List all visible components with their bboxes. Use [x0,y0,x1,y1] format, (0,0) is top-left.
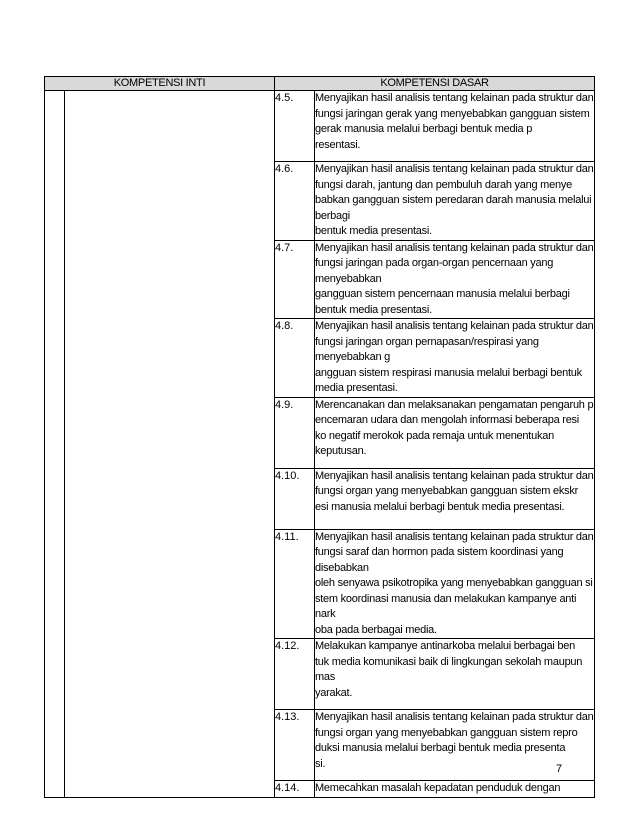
kd-description: Menyajikan hasil analisis tentang kelainan pada struktur dan fungsi jaringan organ pernapasan/respirasi yang menyebabkan g angguan sistem respirasi manusia melalui berbagi bentuk media presentasi. [315,319,595,398]
kd-number: 4.12. [275,639,315,710]
kd-description: Menyajikan hasil analisis tentang kelainan pada struktur dan fungsi saraf dan hormon pada sistem koordinasi yang disebabkan oleh senyawa psikotropika yang menyebabkan gangguan si stem koordinasi manusia dan melakukan kampanye anti nark oba pada berbagai media. [315,529,595,639]
kd-number: 4.11. [275,529,315,639]
page-number: 7 [556,763,563,775]
header-kompetensi-inti [45,77,275,91]
kd-number: 4.5. [275,91,315,162]
kompetensi-inti-text-cell [65,91,275,798]
kd-number: 4.13. [275,710,315,781]
kd-number: 4.14. [275,781,315,798]
kompetensi-inti-number-cell [45,91,65,798]
header-kompetensi-dasar [275,77,595,91]
header-kompetensi-dasar-label: KOMPETENSI DASAR [380,77,489,89]
table-body [45,91,595,798]
kd-description: Menyajikan hasil analisis tentang kelainan pada struktur dan fungsi jaringan pada organ-organ pencernaan yang menyebabkan gangguan sistem pencernaan manusia melalui berbagi bentuk media presentasi. [315,240,595,319]
kd-number: 4.6. [275,162,315,241]
kd-description: Menyajikan hasil analisis tentang kelainan pada struktur dan fungsi jaringan gerak yang menyebabkan gangguan sistem gerak manusia melalui berbagi bentuk media p resentasi. [315,91,595,162]
header-kompetensi-inti-label: KOMPETENSI INTI [113,77,206,89]
kd-description: Memecahkan masalah kepadatan penduduk dengan [315,781,595,798]
kd-number: 4.8. [275,319,315,398]
table-row [45,91,595,162]
kd-number: 4.10. [275,468,315,529]
kd-description: Merencanakan dan melaksanakan pengamatan pengaruh p encemaran udara dan mengolah informasi beberapa resi ko negatif merokok pada remaja untuk menentukan keputusan. [315,397,595,468]
kd-description: Menyajikan hasil analisis tentang kelainan pada struktur dan fungsi organ yang menyebabkan gangguan sistem ekskr esi manusia melalui berbagi bentuk media presentasi. [315,468,595,529]
kd-description: Menyajikan hasil analisis tentang kelainan pada struktur dan fungsi darah, jantung dan pembuluh darah yang menye babkan gangguan sistem peredaran darah manusia melalui berbagi bentuk media presentasi. [315,162,595,241]
kd-description: Menyajikan hasil analisis tentang kelainan pada struktur dan fungsi organ yang menyebabkan gangguan sistem repro duksi manusia melalui berbagi bentuk media presenta si. [315,710,595,781]
kompetensi-table [44,76,595,798]
kd-number: 4.7. [275,240,315,319]
table-header-row [45,77,595,91]
kd-number: 4.9. [275,397,315,468]
kd-description: Melakukan kampanye antinarkoba melalui berbagai ben tuk media komunikasi baik di lingkungan sekolah maupun mas yarakat. [315,639,595,710]
